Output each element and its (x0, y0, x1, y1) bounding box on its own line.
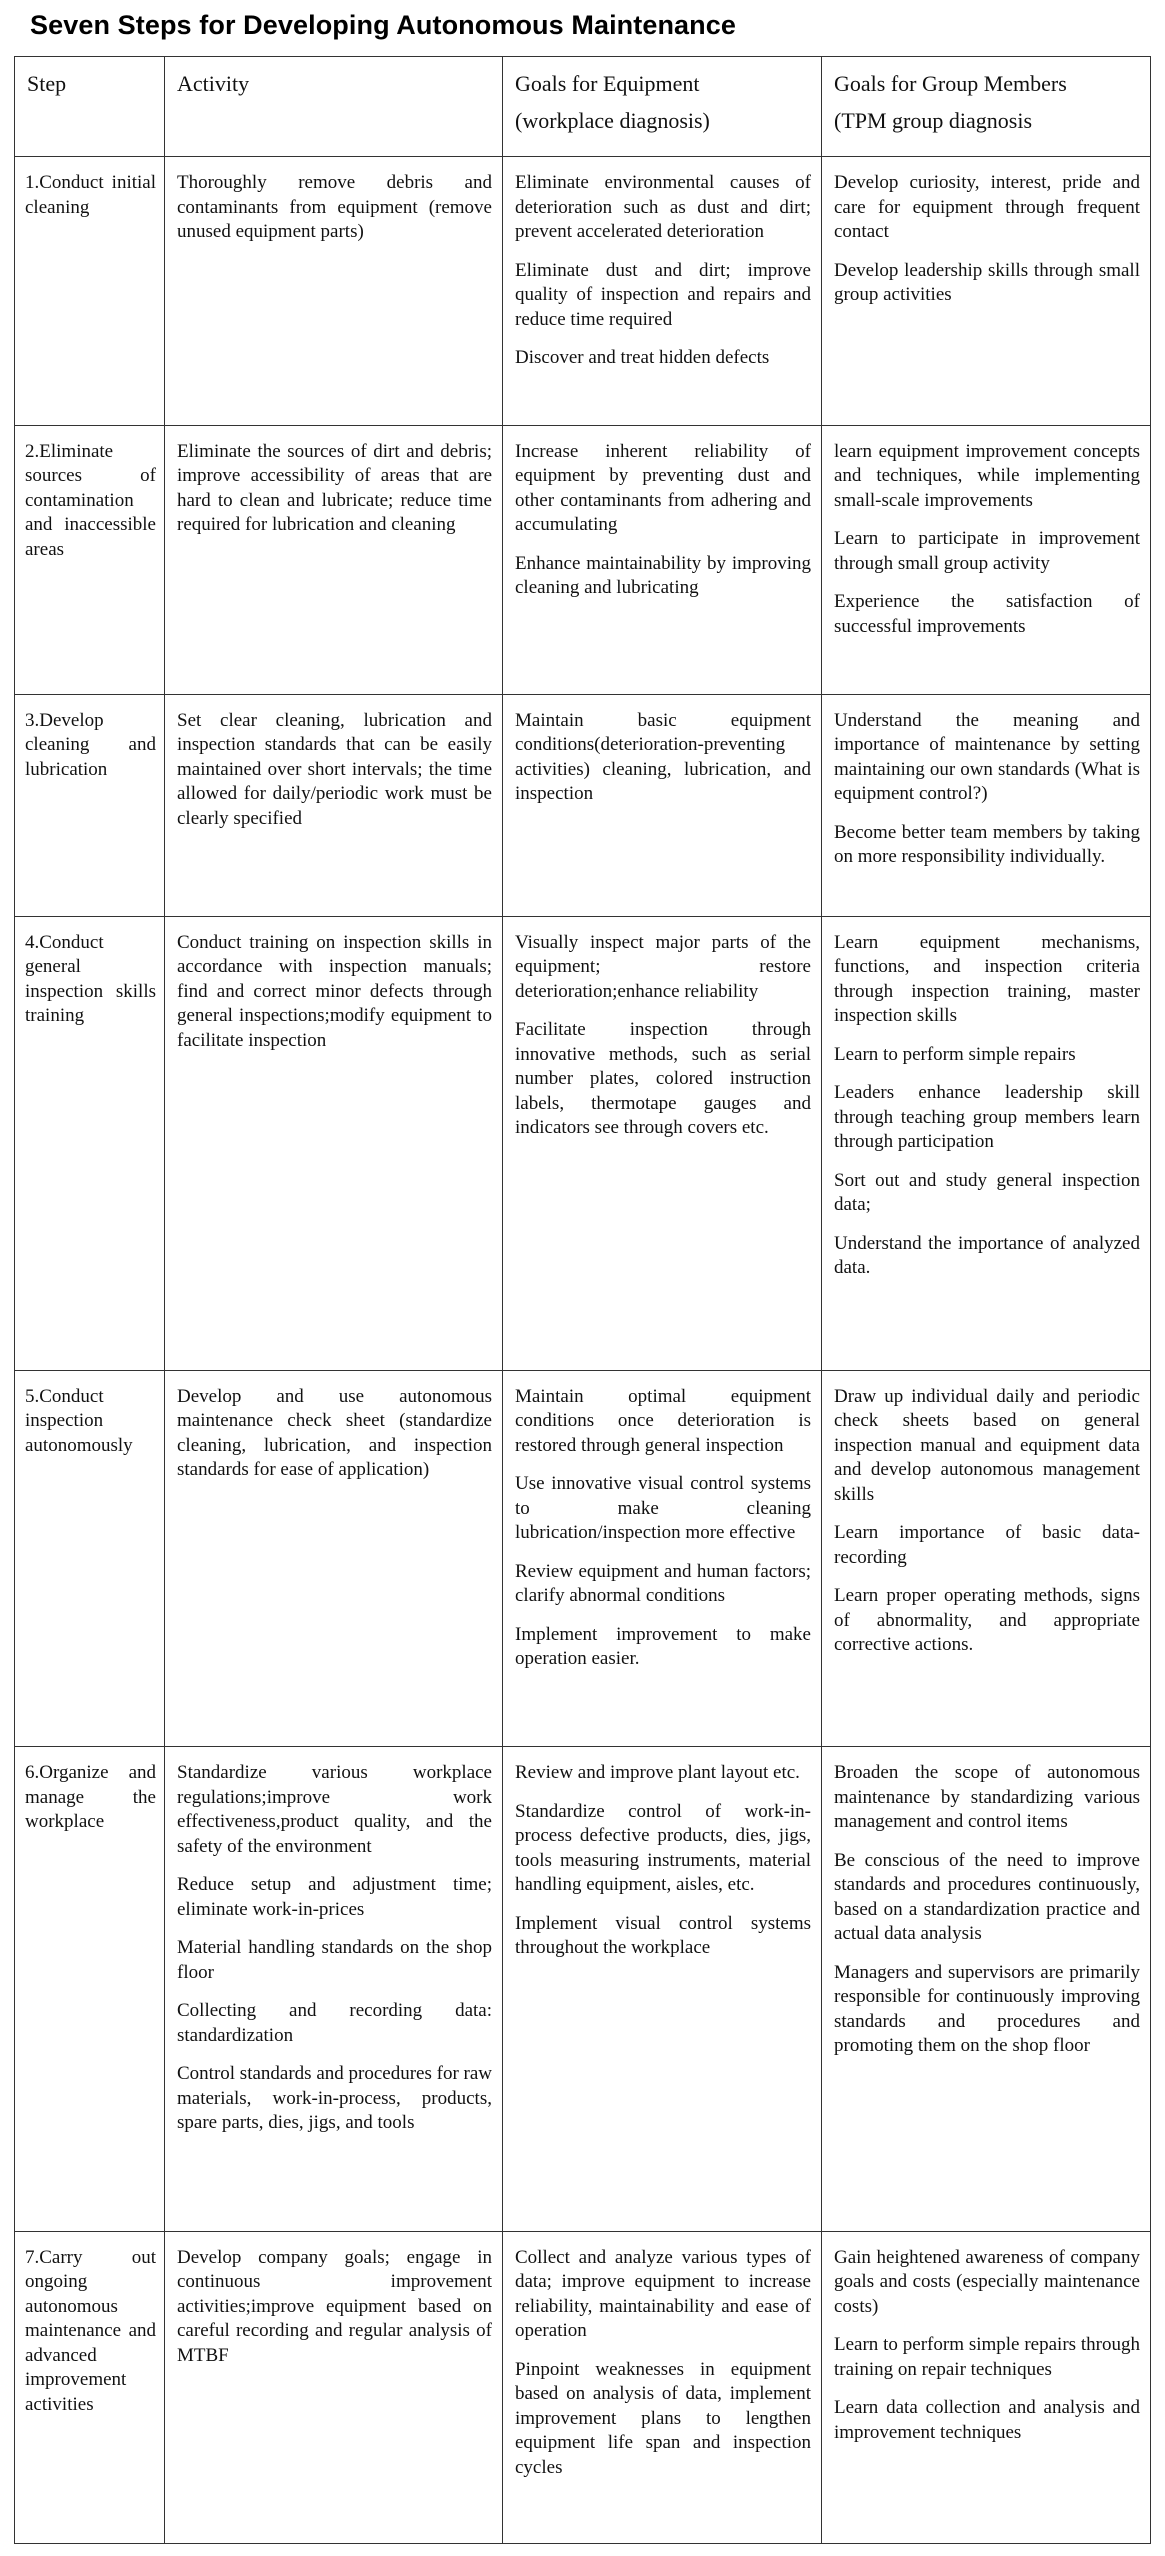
header-goals-equipment: Goals for Equipment (workplace diagnosis) (503, 57, 822, 157)
equipment-goal-text: Review equipment and human factors; clarify abnormal conditions (515, 1560, 811, 1607)
equipment-goal-text: Facilitate inspection through innovative methods, such as serial number plates, colored instruction labels, thermotape gauges and indicators see through covers etc. (515, 1019, 811, 1139)
equipment-goal-text: Eliminate environmental causes of deterioration such as dust and dirt; prevent accelerated deterioration (515, 172, 811, 242)
step-cell (15, 1370, 165, 1747)
equipment-goal-text: Maintain basic equipment conditions(deterioration-preventing activities) cleaning, lubrication, and inspection (515, 709, 811, 805)
member-goal-text: Become better team members by taking on more responsibility individually. (834, 821, 1140, 868)
table-row (15, 2231, 1151, 2543)
equipment-goal-text: Review and improve plant layout etc. (515, 1762, 800, 1784)
activity-text: Reduce setup and adjustment time; eliminate work-in-prices (177, 1874, 492, 1920)
step-label: 3.Develop cleaning and lubrication (25, 709, 156, 780)
equipment-goals-cell (503, 157, 822, 426)
table-row (15, 916, 1151, 1370)
member-goal-text: Sort out and study general inspection data; (834, 1169, 1140, 1216)
step-cell (15, 916, 165, 1370)
member-goal-text: Develop curiosity, interest, pride and care for equipment through frequent contact (834, 172, 1140, 242)
activity-text: Material handling standards on the shop floor (177, 1937, 492, 1983)
member-goal-text: Learn to perform simple repairs through training on repair techniques (834, 2334, 1140, 2380)
activity-cell (165, 694, 503, 916)
activity-text: Set clear cleaning, lubrication and inspection standards that can be easily maintained over short intervals; the time allowed for daily/periodic work must be clearly specified (177, 709, 492, 829)
activity-cell (165, 1747, 503, 2231)
equipment-goal-text: Standardize control of work-in-process defective products, dies, jigs, tools measuring instruments, material handling equipment, aisles, etc. (515, 1800, 811, 1896)
member-goal-text: Experience the satisfaction of successful improvements (834, 591, 1140, 637)
header-activity: Activity (165, 57, 503, 157)
member-goal-text: Be conscious of the need to improve standards and procedures continuously, based on a standardization practice and actual data analysis (834, 1849, 1140, 1945)
activity-text: Control standards and procedures for raw materials, work-in-process, products, spare parts, dies, jigs, and tools (177, 2063, 492, 2134)
equipment-goal-text: Maintain optimal equipment conditions once deterioration is restored through general inspection (515, 1385, 811, 1456)
step-label: 5.Conduct inspection autonomously (25, 1385, 133, 1456)
step-cell (15, 1747, 165, 2231)
equipment-goals-cell (503, 425, 822, 694)
member-goals-cell (822, 157, 1151, 426)
step-label: 2.Eliminate sources of contamination and inaccessible areas (25, 440, 156, 560)
step-cell (15, 2231, 165, 2543)
step-cell (15, 157, 165, 426)
activity-cell (165, 916, 503, 1370)
step-label: 1.Conduct initial cleaning (25, 172, 156, 218)
step-label: 7.Carry out ongoing autonomous maintenance and advanced improvement activities (25, 2246, 156, 2415)
member-goal-text: Draw up individual daily and periodic check sheets based on general inspection manual and equipment data and develop autonomous management skills (834, 1385, 1140, 1505)
member-goals-cell (822, 2231, 1151, 2543)
member-goals-cell (822, 1370, 1151, 1747)
activity-text: Standardize various workplace regulations;improve work effectiveness,product quality, and the safety of the environment (177, 1762, 492, 1857)
member-goal-text: Develop leadership skills through small group activities (834, 259, 1140, 305)
header-step: Step (15, 57, 165, 157)
equipment-goal-text: Implement visual control systems throughout the workplace (515, 1912, 811, 1959)
document-title: Seven Steps for Developing Autonomous Maintenance (30, 10, 737, 40)
member-goals-cell (822, 694, 1151, 916)
member-goal-text: Learn to perform simple repairs (834, 1043, 1076, 1065)
table-row (15, 157, 1151, 426)
equipment-goal-text: Visually inspect major parts of the equipment; restore deterioration;enhance reliability (515, 931, 811, 1002)
equipment-goal-text: Use innovative visual control systems to make cleaning lubrication/inspection more effective (515, 1473, 811, 1544)
member-goal-text: Managers and supervisors are primarily responsible for continuously improving standards and procedures and promoting them on the shop floor (834, 1961, 1140, 2057)
activity-text: Collecting and recording data: standardization (177, 2000, 492, 2046)
equipment-goal-text: Pinpoint weaknesses in equipment based on analysis of data, implement improvement plans to lengthen equipment life span and inspection cycles (515, 2358, 811, 2478)
equipment-goals-cell (503, 916, 822, 1370)
activity-text: Eliminate the sources of dirt and debris; improve accessibility of areas that are hard to clean and lubricate; reduce time required for lubrication and cleaning (177, 440, 492, 536)
table-row (15, 694, 1151, 916)
table-row (15, 425, 1151, 694)
equipment-goals-cell (503, 1747, 822, 2231)
member-goal-text: Gain heightened awareness of company goals and costs (especially maintenance costs) (834, 2246, 1140, 2317)
equipment-goal-text: Eliminate dust and dirt; improve quality of inspection and repairs and reduce time required (515, 259, 811, 330)
table-header-row (15, 57, 1151, 157)
equipment-goal-text: Implement improvement to make operation easier. (515, 1623, 811, 1670)
activity-text: Develop company goals; engage in continuous improvement activities;improve equipment based on careful recording and regular analysis of MTBF (177, 2246, 492, 2366)
activity-cell (165, 425, 503, 694)
equipment-goals-cell (503, 2231, 822, 2543)
table-row (15, 1370, 1151, 1747)
step-cell (15, 694, 165, 916)
equipment-goal-text: Enhance maintainability by improving cleaning and lubricating (515, 552, 811, 599)
member-goals-cell (822, 916, 1151, 1370)
activity-cell (165, 157, 503, 426)
steps-table (14, 56, 1151, 2544)
member-goal-text: Leaders enhance leadership skill through teaching group members learn through participation (834, 1082, 1140, 1153)
activity-cell (165, 2231, 503, 2543)
activity-text: Develop and use autonomous maintenance check sheet (standardize cleaning, lubrication, and inspection standards for ease of application) (177, 1385, 492, 1481)
activity-cell (165, 1370, 503, 1747)
member-goal-text: Understand the meaning and importance of maintenance by setting maintaining our own standards (What is equipment control?) (834, 709, 1140, 805)
member-goal-text: Learn importance of basic data-recording (834, 1522, 1140, 1568)
step-label: 4.Conduct general inspection skills training (25, 931, 156, 1027)
equipment-goal-text: Collect and analyze various types of data; improve equipment to increase reliability, maintainability and ease of operation (515, 2246, 811, 2342)
member-goal-text: Learn proper operating methods, signs of abnormality, and appropriate corrective actions. (834, 1585, 1140, 1656)
member-goal-text: Understand the importance of analyzed data. (834, 1232, 1140, 1279)
equipment-goals-cell (503, 694, 822, 916)
member-goals-cell (822, 1747, 1151, 2231)
activity-text: Conduct training on inspection skills in accordance with inspection manuals; find and correct minor defects through general inspections;modify equipment to facilitate inspection (177, 931, 492, 1051)
equipment-goal-text: Discover and treat hidden defects (515, 347, 770, 368)
member-goal-text: Learn data collection and analysis and improvement techniques (834, 2397, 1140, 2443)
header-goals-members: Goals for Group Members (TPM group diagnosis (822, 57, 1151, 157)
activity-text: Thoroughly remove debris and contaminants from equipment (remove unused equipment parts) (177, 172, 492, 242)
member-goal-text: Learn to participate in improvement through small group activity (834, 528, 1140, 574)
member-goal-text: learn equipment improvement concepts and techniques, while implementing small-scale improvements (834, 440, 1140, 511)
member-goals-cell (822, 425, 1151, 694)
table-row (15, 1747, 1151, 2231)
step-label: 6.Organize and manage the workplace (25, 1762, 156, 1833)
member-goal-text: Broaden the scope of autonomous maintenance by standardizing various management and control items (834, 1762, 1140, 1833)
equipment-goal-text: Increase inherent reliability of equipment by preventing dust and other contaminants from adhering and accumulating (515, 440, 811, 536)
equipment-goals-cell (503, 1370, 822, 1747)
member-goal-text: Learn equipment mechanisms, functions, and inspection criteria through inspection training, master inspection skills (834, 931, 1140, 1027)
step-cell (15, 425, 165, 694)
